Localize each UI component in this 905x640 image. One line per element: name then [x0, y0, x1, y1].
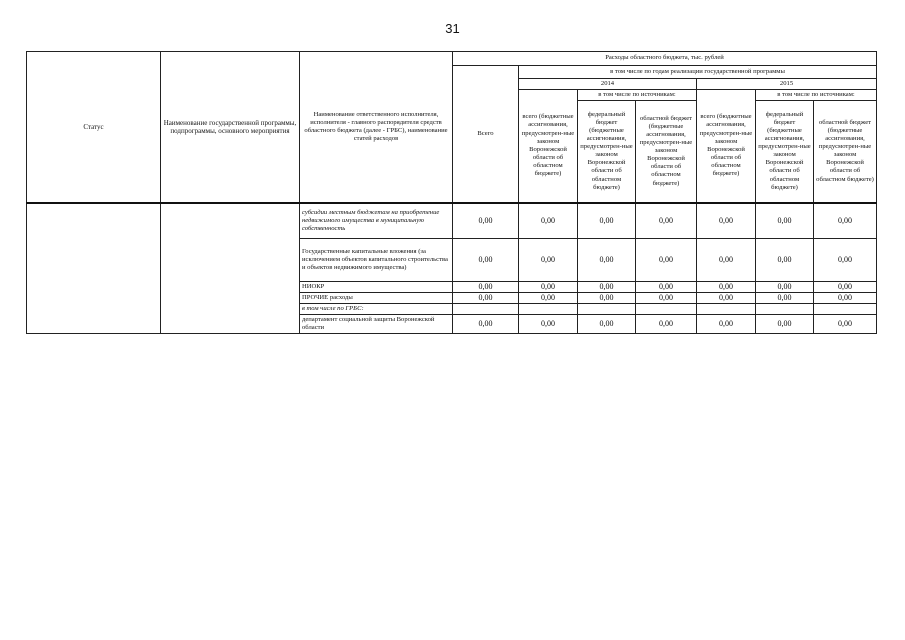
- year-2014-header: 2014: [519, 79, 697, 90]
- value-2014-federal: 0,00: [578, 239, 636, 282]
- value-2015-federal: 0,00: [756, 293, 814, 304]
- value-2014-federal: 0,00: [578, 293, 636, 304]
- value-2015-federal: 0,00: [756, 239, 814, 282]
- value-total: 0,00: [453, 293, 519, 304]
- value-2015-federal: 0,00: [756, 203, 814, 239]
- year-2015-sources-header: в том числе по источникам:: [756, 90, 877, 101]
- executor-name-header: Наименование ответственного исполнителя, исполнителя - главного распорядителя средств областного бюджета (далее - ГРБС), наименование статей расходов: [300, 52, 453, 203]
- value-total: 0,00: [453, 282, 519, 293]
- value-2015-regional: 0,00: [814, 282, 877, 293]
- year-2014-sources-header: в том числе по источникам:: [578, 90, 697, 101]
- table-row: [27, 203, 877, 239]
- value-2014-federal: 0,00: [578, 282, 636, 293]
- value-2014-total: 0,00: [519, 239, 578, 282]
- value-2014-total: 0,00: [519, 315, 578, 334]
- value-2015-total: 0,00: [697, 315, 756, 334]
- value-2014-regional: 0,00: [636, 239, 697, 282]
- expenses-header: Расходы областного бюджета, тыс. рублей: [453, 52, 877, 66]
- value-2014-regional: 0,00: [636, 203, 697, 239]
- program-name-header: Наименование государственной программы, подпрограммы, основного мероприятия: [161, 52, 300, 203]
- value-2015-total: 0,00: [697, 203, 756, 239]
- value-2015-regional: 0,00: [814, 239, 877, 282]
- value-2015-federal: 0,00: [756, 315, 814, 334]
- row-label: Государственные капитальные вложения (за исключением объектов капитального строительства и объектов недвижимого имущества): [300, 239, 453, 282]
- value-2014-total: 0,00: [519, 203, 578, 239]
- row-label: департамент социальной защиты Воронежской области: [300, 315, 453, 334]
- total-header: Всего: [453, 66, 519, 203]
- status-cell: [27, 203, 161, 334]
- value-2015-federal: 0,00: [756, 282, 814, 293]
- by-years-header: в том числе по годам реализации государственной программы: [519, 66, 877, 79]
- year-2015-header: 2015: [697, 79, 877, 90]
- value-2014-regional: 0,00: [636, 293, 697, 304]
- row-label: НИОКР: [300, 282, 453, 293]
- year-2014-regional-header: областной бюджет (бюджетные ассигнования, предусмотрен-ные законом Воронежской области об областном бюджете): [636, 101, 697, 203]
- value-2014-federal: 0,00: [578, 203, 636, 239]
- value-2014-regional: 0,00: [636, 282, 697, 293]
- program-name-cell: [161, 203, 300, 334]
- value-2015-total: 0,00: [697, 282, 756, 293]
- page-number: 31: [445, 21, 460, 36]
- value-2015-total: 0,00: [697, 239, 756, 282]
- row-label: субсидии местным бюджетам на приобретение недвижимого имущества в муниципальную собственность: [300, 203, 453, 239]
- value-2014-total: 0,00: [519, 282, 578, 293]
- status-header: Статус: [27, 52, 161, 203]
- value-total: 0,00: [453, 315, 519, 334]
- value-2015-total: 0,00: [697, 293, 756, 304]
- year-2014-total-header: всего (бюджетные ассигнования, предусмотрен-ные законом Воронежской области об областном бюджете): [519, 90, 578, 203]
- year-2015-total-header: всего (бюджетные ассигнования, предусмотрен-ные законом Воронежской области об областном бюджете): [697, 90, 756, 203]
- row-label: в том числе по ГРБС:: [300, 304, 453, 315]
- value-2015-regional: 0,00: [814, 293, 877, 304]
- value-2015-regional: 0,00: [814, 203, 877, 239]
- year-2015-regional-header: областной бюджет (бюджетные ассигнования, предусмотрен-ные законом Воронежской области об областном бюджете): [814, 101, 877, 203]
- budget-table: [26, 51, 877, 334]
- value-2014-federal: 0,00: [578, 315, 636, 334]
- value-2014-total: 0,00: [519, 293, 578, 304]
- value-2015-regional: 0,00: [814, 315, 877, 334]
- value-2014-regional: 0,00: [636, 315, 697, 334]
- value-total: 0,00: [453, 239, 519, 282]
- year-2015-federal-header: федеральный бюджет (бюджетные ассигнования, предусмотрен-ные законом Воронежской области об областном бюджете): [756, 101, 814, 203]
- value-total: 0,00: [453, 203, 519, 239]
- row-label: ПРОЧИЕ расходы: [300, 293, 453, 304]
- year-2014-federal-header: федеральный бюджет (бюджетные ассигнования, предусмотрен-ные законом Воронежской области об областном бюджете): [578, 101, 636, 203]
